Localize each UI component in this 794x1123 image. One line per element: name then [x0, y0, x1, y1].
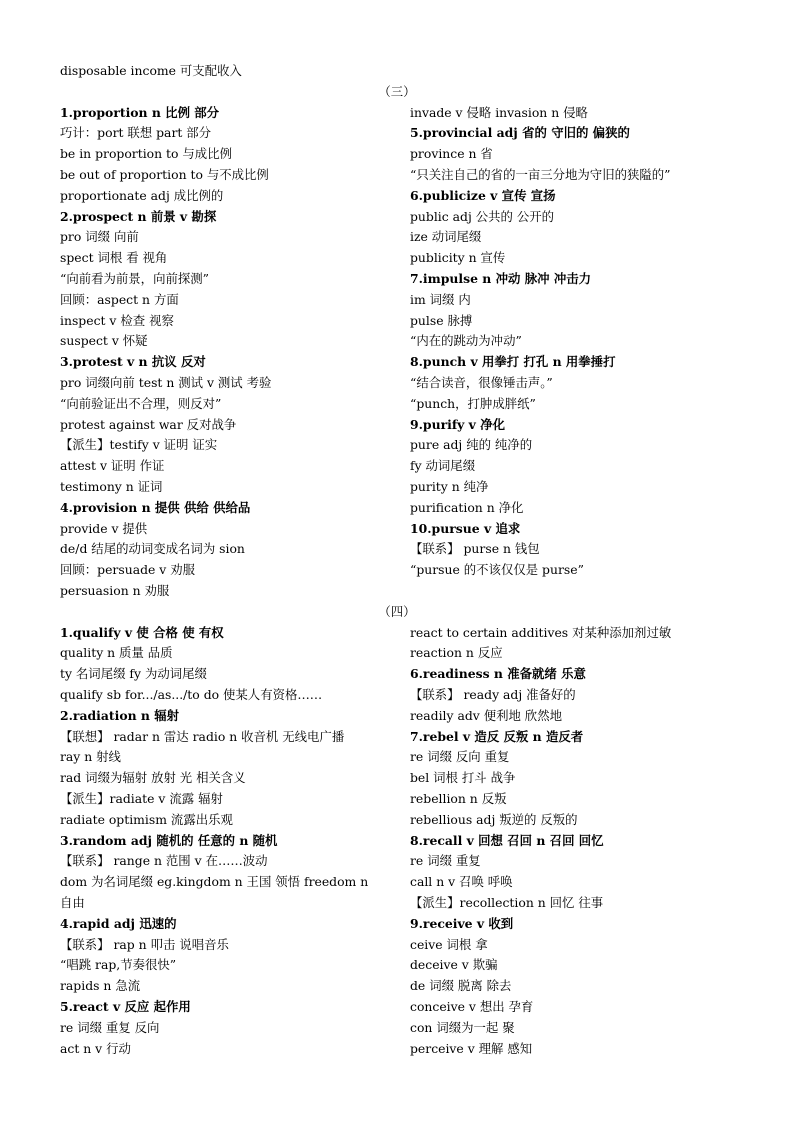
section-heading: （三）	[378, 83, 416, 99]
section-heading: （四）	[378, 603, 416, 619]
entry-line: re 词缀 重复 反向	[60, 1019, 160, 1035]
entry-line: invade v 侵略 invasion n 侵略	[410, 104, 588, 120]
entry-line: provide v 提供	[60, 520, 148, 536]
entry-line: fy 动词尾缀	[410, 458, 476, 474]
entry-line: qualify sb for.../as.../to do 使某人有资格……	[60, 687, 323, 702]
entry-headword: 9.purify v 净化	[410, 416, 505, 432]
entry-headword: 5.react v 反应 起作用	[60, 999, 191, 1014]
entry-line: “只关注自己的省的一亩三分地为守旧的狭隘的”	[410, 167, 671, 182]
entry-line: province n 省	[410, 146, 493, 162]
entry-line: rebellion n 反叛	[410, 791, 507, 806]
entry-line: “向前看为前景，向前探测”	[60, 271, 209, 286]
entry-line: “结合读音，很像锤击声。”	[410, 375, 553, 390]
entry-line: attest v 证明 作证	[60, 458, 165, 474]
entry-headword: 4.provision n 提供 供给 供给品	[60, 499, 251, 515]
entry-line: spect 词根 看 视角	[60, 250, 168, 266]
entry-headword: 1.qualify v 使 合格 使 有权	[60, 624, 224, 640]
entry-line: 【联想】 radar n 雷达 radio n 收音机 无线电广播	[60, 728, 345, 744]
entry-line: rapids n 急流	[60, 978, 141, 994]
entry-line: purification n 净化	[410, 499, 524, 515]
entry-line: 【联系】 range n 范围 v 在……波动	[60, 853, 268, 869]
entry-line: be in proportion to 与成比例	[60, 146, 232, 162]
entry-line: ty 名词尾缀 fy 为动词尾缀	[60, 666, 207, 682]
entry-headword: 2.prospect n 前景 v 勘探	[60, 208, 217, 224]
entry-headword: 9.receive v 收到	[410, 915, 514, 931]
entry-line: “唱跳 rap,节奏很快”	[60, 957, 177, 973]
entry-headword: 8.recall v 回想 召回 n 召回 回忆	[410, 832, 604, 848]
entry-line: inspect v 检查 视察	[60, 312, 174, 328]
entry-line: 【派生】recollection n 回忆 往事	[410, 895, 604, 910]
entry-headword: 1.proportion n 比例 部分	[60, 104, 220, 120]
entry-line: 巧计：port 联想 part 部分	[60, 125, 212, 141]
entry-headword: 7.impulse n 冲动 脉冲 冲击力	[410, 271, 591, 286]
entry-headword: 4.rapid adj 迅速的	[60, 915, 177, 931]
entry-line: bel 词根 打斗 战争	[410, 770, 516, 786]
entry-line: pro 词缀 向前	[60, 229, 139, 245]
entry-line: 回顾：aspect n 方面	[60, 291, 179, 307]
entry-line: “内在的跳动为冲动”	[410, 333, 522, 349]
entry-line: purity n 纯净	[410, 479, 489, 494]
entry-line: reaction n 反应	[410, 645, 503, 661]
entry-line: conceive v 想出 孕育	[410, 999, 534, 1014]
entry-line: perceive v 理解 感知	[410, 1040, 533, 1056]
entry-line: dom 为名词尾缀 eg.kingdom n 王国 领悟 freedom n	[60, 874, 369, 890]
entry-line: 【联系】 rap n 叩击 说唱音乐	[60, 936, 229, 952]
entry-line: ray n 射线	[60, 749, 121, 765]
entry-headword: 8.punch v 用拳打 打孔 n 用拳捶打	[410, 354, 616, 370]
entry-line: readily adv 便利地 欣然地	[410, 707, 562, 723]
entry-line: pure adj 纯的 纯净的	[410, 437, 533, 453]
entry-line: suspect v 怀疑	[60, 333, 148, 349]
entry-line: deceive v 欺骗	[410, 957, 498, 973]
entry-line: public adj 公共的 公开的	[410, 208, 555, 224]
entry-line: radiate optimism 流露出乐观	[60, 811, 233, 827]
entry-headword: 10.pursue v 追求	[410, 520, 521, 536]
entry-headword: 3.random adj 随机的 任意的 n 随机	[60, 832, 278, 848]
entry-line: im 词缀 内	[410, 291, 471, 307]
entry-headword: 6.publicize v 宣传 宣扬	[410, 187, 556, 203]
entry-line: 回顾：persuade v 劝服	[60, 562, 196, 578]
entry-line: rebellious adj 叛逆的 反叛的	[410, 811, 578, 827]
entry-line: ize 动词尾缀	[410, 229, 482, 245]
top-line: disposable income 可支配收入	[60, 63, 242, 78]
entry-line: publicity n 宣传	[410, 250, 506, 266]
entry-line: ceive 词根 拿	[410, 936, 488, 952]
entry-headword: 5.provincial adj 省的 守旧的 偏狭的	[410, 125, 630, 141]
entry-line: testimony n 证词	[60, 479, 163, 494]
entry-line: persuasion n 劝服	[60, 583, 170, 598]
entry-line: “punch，打肿成胖纸”	[410, 395, 536, 411]
entry-line: de 词缀 脱离 除去	[410, 978, 512, 994]
entry-line: con 词缀为一起 聚	[410, 1019, 515, 1035]
entry-line: call n v 召唤 呼唤	[410, 874, 513, 890]
entry-line: 【派生】radiate v 流露 辐射	[60, 791, 223, 806]
entry-line: re 词缀 反向 重复	[410, 749, 510, 765]
entry-line: 自由	[60, 895, 85, 910]
entry-line: proportionate adj 成比例的	[60, 187, 224, 203]
entry-headword: 6.readiness n 准备就绪 乐意	[410, 666, 586, 682]
entry-line: de/d 结尾的动词变成名词为 sion	[60, 541, 245, 557]
entry-line: rad 词缀为辐射 放射 光 相关含义	[60, 770, 246, 786]
entry-headword: 3.protest v n 抗议 反对	[60, 354, 206, 370]
entry-line: 【联系】 ready adj 准备好的	[410, 687, 576, 702]
entry-line: quality n 质量 品质	[60, 645, 173, 661]
entry-line: be out of proportion to 与不成比例	[60, 167, 269, 182]
entry-headword: 7.rebel v 造反 反叛 n 造反者	[410, 728, 584, 744]
entry-line: 【联系】 purse n 钱包	[410, 541, 540, 557]
entry-line: pro 词缀向前 test n 测试 v 测试 考验	[60, 375, 272, 390]
entry-line: protest against war 反对战争	[60, 416, 237, 432]
entry-line: 【派生】testify v 证明 证实	[60, 437, 218, 453]
entry-line: react to certain additives 对某种添加剂过敏	[410, 624, 672, 640]
entry-line: act n v 行动	[60, 1040, 131, 1056]
entry-line: “向前验证出不合理，则反对”	[60, 395, 222, 411]
entry-line: pulse 脉搏	[410, 312, 473, 328]
entry-line: “pursue 的不该仅仅是 purse”	[410, 562, 584, 578]
entry-line: re 词缀 重复	[410, 853, 481, 869]
entry-headword: 2.radiation n 辐射	[60, 707, 180, 723]
